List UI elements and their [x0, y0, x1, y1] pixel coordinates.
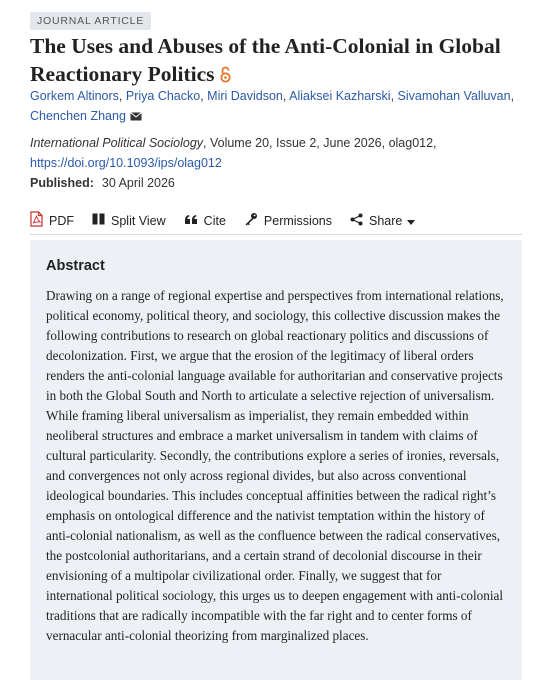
article-type-badge: JOURNAL ARTICLE — [30, 12, 151, 30]
published-label: Published: — [30, 176, 94, 190]
pdf-label: PDF — [49, 213, 74, 228]
pdf-icon — [30, 211, 49, 230]
share-button[interactable] — [350, 213, 421, 229]
article-title-text: The Uses and Abuses of the Anti-Colonial in Global Reactionary Politics — [30, 34, 501, 86]
article-toolbar — [30, 207, 522, 235]
share-icon — [350, 213, 369, 229]
split-view-icon — [92, 213, 111, 228]
permissions-button[interactable] — [244, 212, 332, 229]
author-list: Gorkem Altinors, Priya Chacko, Miri Davidson, Aliaksei Kazharski, Sivamohan Valluvan, Chenchen Zhang — [30, 86, 525, 127]
author-link[interactable]: Gorkem Altinors — [30, 89, 119, 103]
author-link[interactable]: Aliaksei Kazharski — [289, 89, 391, 103]
doi-link[interactable]: https://doi.org/10.1093/ips/olag012 — [30, 156, 222, 170]
share-label: Share — [368, 213, 403, 228]
pdf-button[interactable] — [30, 211, 74, 230]
author-link[interactable]: Sivamohan Valluvan — [397, 89, 511, 103]
permissions-label: Permissions — [263, 213, 332, 228]
citation — [30, 133, 525, 173]
published-date — [30, 173, 175, 193]
published-value: 30 April 2026 — [101, 176, 175, 190]
abstract-section — [30, 240, 522, 680]
split-view-button[interactable] — [92, 213, 166, 228]
author-link[interactable]: Priya Chacko — [125, 89, 201, 103]
article-title — [30, 32, 520, 90]
quote-icon — [184, 214, 204, 228]
envelope-icon[interactable] — [130, 107, 142, 127]
author-link[interactable]: Chenchen Zhang — [30, 109, 126, 123]
split-view-label: Split View — [111, 213, 166, 228]
abstract-heading: Abstract — [46, 258, 105, 274]
author-link[interactable]: Miri Davidson — [207, 89, 283, 103]
key-icon — [244, 212, 264, 229]
caret-down-icon — [407, 214, 421, 228]
journal-name: International Political Sociology — [30, 136, 204, 150]
citation-details: , Volume 20, Issue 2, June 2026, olag012, — [203, 136, 437, 150]
abstract-text: Drawing on a range of regional expertise and perspectives from international relations, political economy, political theory, and sociology, this collective discussion makes the following contributions to research on global reactionary politics and discussions of decolonization. First, we argue that the erosion of the legitimacy of liberal orders renders the anti-colonial language available for authoritarian and conservative projects in both the Global South and North to articulate a selective rejection of universalism. While framing liberal universalism as imperialist, they remain embedded within neoliberal structures and embrace a market universalism in tandem with claims of cultural particularity. Secondly, the contributions explore a series of ironies, reversals, and convergences not only across regional divides, but also across conventional ideological boundaries. This includes conceptual affinities between the radical right’s emphasis on ontological difference and the nativist temptation within the history of anti-colonial nationalism, as well as the confluence between the radical conservatives, the postcolonial authoritarians, and a certain strand of decolonial discourse in their envisioning of a multipolar civilizational order. Finally, we suggest that for international political sociology, this urges us to deepen engagement with anti-colonial traditions that are radically incompatible with the far right and to center forms of vernacular anti-colonial theorizing from marginalized places. — [46, 288, 504, 643]
cite-label: Cite — [203, 213, 226, 228]
cite-button[interactable] — [184, 214, 226, 228]
